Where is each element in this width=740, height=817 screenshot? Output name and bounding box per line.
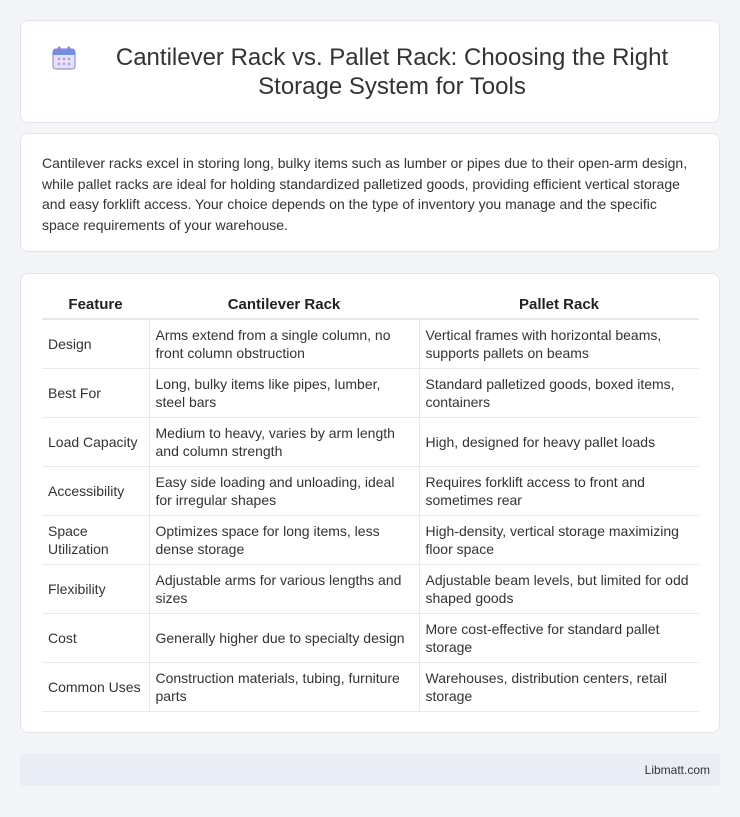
table-row: [42, 662, 699, 711]
feature-cell: Accessibility: [42, 466, 149, 515]
pallet-cell: Adjustable beam levels, but limited for odd shaped goods: [419, 564, 699, 613]
cantilever-cell: Generally higher due to specialty design: [149, 613, 419, 662]
feature-cell: Common Uses: [42, 662, 149, 711]
table-row: [42, 319, 699, 368]
pallet-cell: High, designed for heavy pallet loads: [419, 417, 699, 466]
table-row: [42, 564, 699, 613]
header-feature: Feature: [42, 293, 149, 319]
header-cantilever-rack: Cantilever Rack: [149, 293, 419, 319]
page-title: Cantilever Rack vs. Pallet Rack: Choosing the Right Storage System for Tools: [115, 43, 669, 100]
feature-cell: Space Utilization: [42, 515, 149, 564]
pallet-cell: High-density, vertical storage maximizing floor space: [419, 515, 699, 564]
pallet-cell: Warehouses, distribution centers, retail storage: [419, 662, 699, 711]
comparison-table: [42, 293, 699, 712]
comparison-card: [20, 273, 720, 733]
table-row: [42, 515, 699, 564]
cantilever-cell: Easy side loading and unloading, ideal for irregular shapes: [149, 466, 419, 515]
title-wrap: [21, 43, 719, 101]
intro-paragraph: Cantilever racks excel in storing long, bulky items such as lumber or pipes due to their open-arm design, while pallet racks are ideal for holding standardized palletized goods, providing efficient vertical storage and easy forklift access. Your choice depends on the type of inventory you manage and the specific space requirements of your warehouse.: [42, 155, 688, 233]
feature-cell: Best For: [42, 368, 149, 417]
calendar-icon: [51, 45, 77, 71]
cantilever-cell: Adjustable arms for various lengths and sizes: [149, 564, 419, 613]
table-header-row: [42, 293, 699, 319]
title-card: [20, 20, 720, 123]
intro-card: [20, 133, 720, 252]
pallet-cell: Vertical frames with horizontal beams, supports pallets on beams: [419, 319, 699, 368]
header-pallet-rack: Pallet Rack: [419, 293, 699, 319]
table-row: [42, 466, 699, 515]
feature-cell: Cost: [42, 613, 149, 662]
feature-cell: Design: [42, 319, 149, 368]
cantilever-cell: Long, bulky items like pipes, lumber, steel bars: [149, 368, 419, 417]
pallet-cell: More cost-effective for standard pallet storage: [419, 613, 699, 662]
table-row: [42, 613, 699, 662]
footer: [20, 753, 720, 786]
pallet-cell: Standard palletized goods, boxed items, containers: [419, 368, 699, 417]
feature-cell: Flexibility: [42, 564, 149, 613]
table-row: [42, 417, 699, 466]
cantilever-cell: Optimizes space for long items, less dense storage: [149, 515, 419, 564]
feature-cell: Load Capacity: [42, 417, 149, 466]
pallet-cell: Requires forklift access to front and sometimes rear: [419, 466, 699, 515]
table-row: [42, 368, 699, 417]
cantilever-cell: Medium to heavy, varies by arm length and column strength: [149, 417, 419, 466]
cantilever-cell: Construction materials, tubing, furniture parts: [149, 662, 419, 711]
cantilever-cell: Arms extend from a single column, no front column obstruction: [149, 319, 419, 368]
footer-site-link[interactable]: Libmatt.com: [644, 762, 710, 777]
